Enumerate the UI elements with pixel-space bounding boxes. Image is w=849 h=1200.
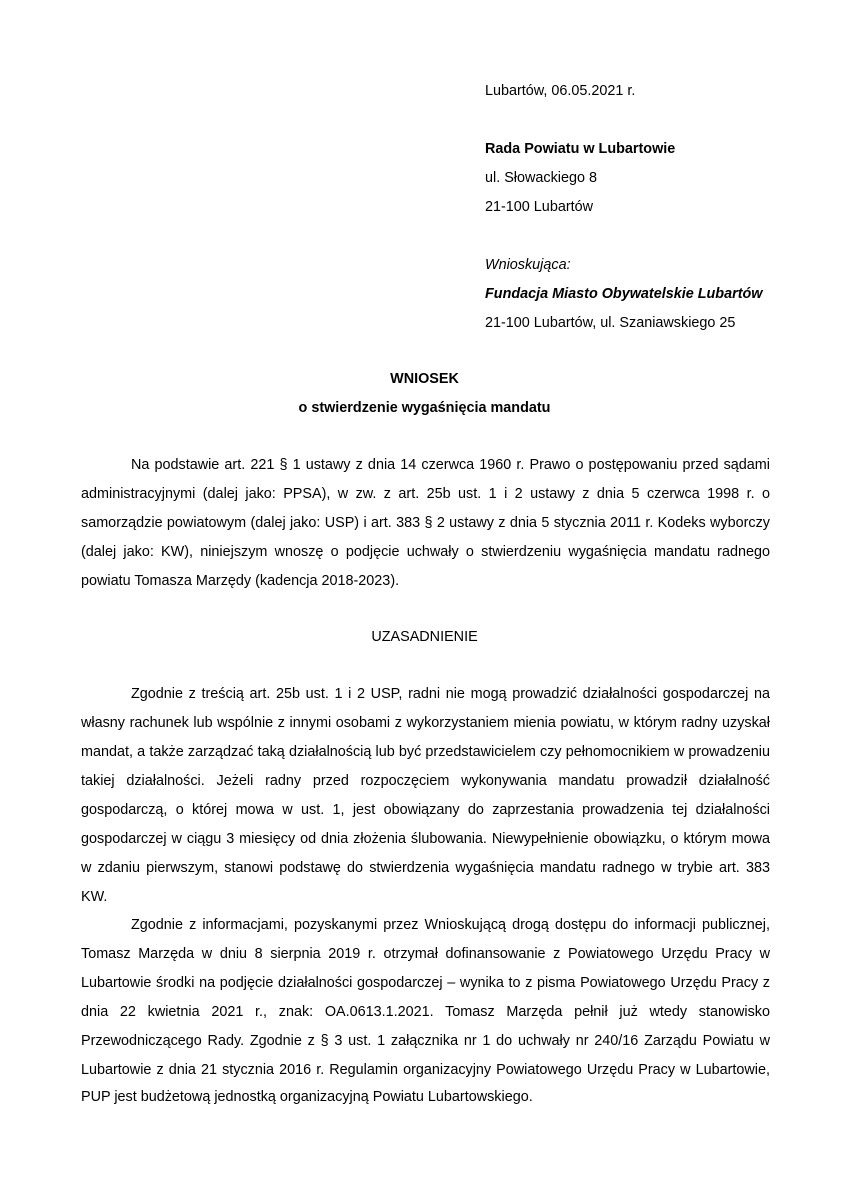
applicant-label: Wnioskująca: xyxy=(485,257,571,273)
para2-line: Tomasz Marzęda w dniu 8 sierpnia 2019 r. otrzymał dofinansowanie z Powiatowego Urzędu Pracy w xyxy=(81,946,770,962)
para1-line: w zdaniu pierwszym, stanowi podstawę do stwierdzenia wygaśnięcia mandatu radnego w trybie art. 383 xyxy=(81,860,770,876)
applicant-address: 21-100 Lubartów, ul. Szaniawskiego 25 xyxy=(485,315,736,331)
para1-line: Zgodnie z treścią art. 25b ust. 1 i 2 USP, radni nie mogą prowadzić działalności gospodarczej na xyxy=(131,686,770,702)
intro-line: administracyjnymi (dalej jako: PPSA), w zw. z art. 25b ust. 1 i 2 ustawy z dnia 5 czerwca 1998 r. o xyxy=(81,486,770,502)
intro-line: powiatu Tomasza Marzędy (kadencja 2018-2023). xyxy=(81,573,400,589)
recipient-street: ul. Słowackiego 8 xyxy=(485,170,597,186)
para1-line: takiej działalności. Jeżeli radny przed rozpoczęciem wykonywania mandatu prowadził działalność xyxy=(81,773,770,789)
section-heading: UZASADNIENIE xyxy=(371,629,478,645)
para2-line: dnia 22 kwietnia 2021 r., znak: OA.0613.1.2021. Tomasz Marzęda pełnił już wtedy stanowisko xyxy=(81,1004,770,1020)
document-subtitle: o stwierdzenie wygaśnięcia mandatu xyxy=(298,400,551,416)
para1-line: gospodarczą, o której mowa w ust. 1, jest obowiązany do zaprzestania prowadzenia tej działalności xyxy=(81,802,770,818)
para1-line: KW. xyxy=(81,889,108,905)
para1-line: własny rachunek lub wspólnie z innymi osobami z wykorzystaniem mienia powiatu, w którym radny uzyskał xyxy=(81,715,770,731)
para2-line: Lubartowie z dnia 21 stycznia 2016 r. Regulamin organizacyjny Powiatowego Urzędu Pracy w Lubartowie, xyxy=(81,1062,770,1078)
intro-line: samorządzie powiatowym (dalej jako: USP) i art. 383 § 2 ustawy z dnia 5 stycznia 2011 r. Kodeks wyborczy xyxy=(81,515,770,531)
para2-line: Lubartowie środki na podjęcie działalności gospodarczej – wynika to z pisma Powiatowego Urzędu Pracy z xyxy=(81,975,770,991)
para2-line: PUP jest budżetową jednostką organizacyjną Powiatu Lubartowskiego. xyxy=(81,1089,533,1105)
para2-line: Zgodnie z informacjami, pozyskanymi przez Wnioskującą drogą dostępu do informacji publicznej, xyxy=(131,917,770,933)
para2-line: Przewodniczącego Rady. Zgodnie z § 3 ust. 1 załącznika nr 1 do uchwały nr 240/16 Zarządu Powiatu w xyxy=(81,1033,770,1049)
recipient-name: Rada Powiatu w Lubartowie xyxy=(485,141,676,157)
para1-line: mandat, a także zarządzać taką działalnością lub być przedstawicielem czy pełnomocnikiem w prowadzeniu xyxy=(81,744,770,760)
recipient-city: 21-100 Lubartów xyxy=(485,199,594,215)
document-title: WNIOSEK xyxy=(390,371,459,387)
intro-line: (dalej jako: KW), niniejszym wnoszę o podjęcie uchwały o stwierdzeniu wygaśnięcia mandatu radnego xyxy=(81,544,770,560)
intro-line: Na podstawie art. 221 § 1 ustawy z dnia 14 czerwca 1960 r. Prawo o postępowaniu przed sądami xyxy=(131,457,770,473)
applicant-name: Fundacja Miasto Obywatelskie Lubartów xyxy=(485,286,763,302)
place-date: Lubartów, 06.05.2021 r. xyxy=(485,83,636,99)
para1-line: gospodarczej w ciągu 3 miesięcy od dnia złożenia ślubowania. Niewypełnienie obowiązku, o którym mowa xyxy=(81,831,770,847)
